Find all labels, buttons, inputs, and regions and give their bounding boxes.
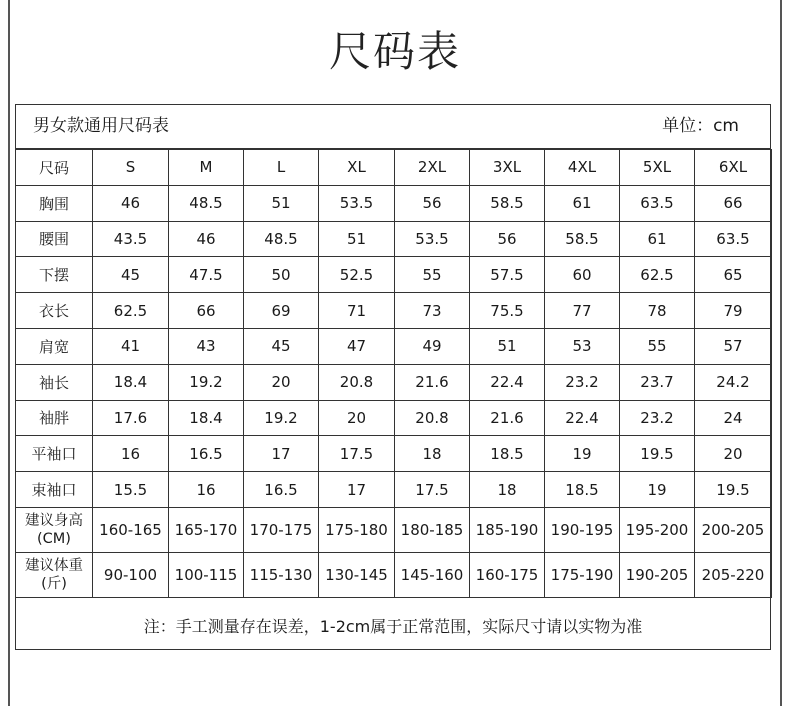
table-cell: 73 [395,293,470,329]
row-label: 肩宽 [16,328,93,364]
table-cell: 65 [695,257,772,293]
header-cell: 3XL [470,150,545,186]
header-cell: 4XL [545,150,620,186]
table-cell: 17.6 [93,400,169,436]
table-cell: 175-180 [319,507,395,552]
table-cell: 66 [695,185,772,221]
table-cell: 185-190 [470,507,545,552]
header-cell: M [169,150,244,186]
row-label-line: 建议体重 [25,557,83,574]
table-title: 男女款通用尺码表 [33,116,169,136]
table-row [16,472,772,508]
row-label: 胸围 [16,185,93,221]
table-cell: 18.4 [93,364,169,400]
header-cell: S [93,150,169,186]
table-cell: 16 [169,472,244,508]
table-cell: 60 [545,257,620,293]
table-cell: 19.2 [169,364,244,400]
table-cell: 190-205 [620,552,695,597]
table-cell: 62.5 [620,257,695,293]
table-cell: 46 [93,185,169,221]
table-cell: 22.4 [545,400,620,436]
table-cell: 90-100 [93,552,169,597]
table-cell: 165-170 [169,507,244,552]
table-cell: 41 [93,328,169,364]
table-cell: 48.5 [244,221,319,257]
table-cell: 16.5 [244,472,319,508]
table-row [16,400,772,436]
table-cell: 53.5 [319,185,395,221]
table-cell: 23.2 [545,364,620,400]
table-cell: 20 [244,364,319,400]
table-cell: 57 [695,328,772,364]
table-cell: 205-220 [695,552,772,597]
table-cell: 195-200 [620,507,695,552]
table-row [16,185,772,221]
table-cell: 62.5 [93,293,169,329]
row-label [16,507,93,552]
row-label-line: 建议身高 [25,512,83,529]
size-table [15,149,772,598]
page-title: 尺码表 [328,27,461,76]
table-cell: 17 [319,472,395,508]
table-cell: 190-195 [545,507,620,552]
frame-right-border [780,0,782,706]
table-cell: 18.5 [545,472,620,508]
table-cell: 145-160 [395,552,470,597]
table-cell: 21.6 [395,364,470,400]
table-cell: 19.5 [620,436,695,472]
table-cell: 20 [319,400,395,436]
table-cell: 50 [244,257,319,293]
row-label: 袖胖 [16,400,93,436]
table-cell: 61 [545,185,620,221]
table-cell: 61 [620,221,695,257]
row-label: 下摆 [16,257,93,293]
table-cell: 24 [695,400,772,436]
table-cell: 18.5 [470,436,545,472]
row-label: 束袖口 [16,472,93,508]
table-cell: 115-130 [244,552,319,597]
table-cell: 55 [620,328,695,364]
row-label: 衣长 [16,293,93,329]
table-cell: 53.5 [395,221,470,257]
header-cell: 尺码 [16,150,93,186]
table-cell: 17.5 [319,436,395,472]
suggested-height-row [16,507,772,552]
table-row [16,221,772,257]
header-cell: 5XL [620,150,695,186]
table-cell: 23.2 [620,400,695,436]
header-cell: L [244,150,319,186]
table-row [16,293,772,329]
table-cell: 47 [319,328,395,364]
header-cell: 2XL [395,150,470,186]
table-cell: 100-115 [169,552,244,597]
table-cell: 19 [620,472,695,508]
table-cell: 75.5 [470,293,545,329]
table-cell: 69 [244,293,319,329]
table-cell: 77 [545,293,620,329]
table-cell: 52.5 [319,257,395,293]
table-cell: 47.5 [169,257,244,293]
table-cell: 78 [620,293,695,329]
table-cell: 55 [395,257,470,293]
table-cell: 53 [545,328,620,364]
table-cell: 160-165 [93,507,169,552]
table-cell: 18.4 [169,400,244,436]
table-cell: 46 [169,221,244,257]
table-cell: 18 [470,472,545,508]
table-row [16,436,772,472]
table-cell: 20.8 [319,364,395,400]
table-cell: 51 [470,328,545,364]
table-cell: 19.5 [695,472,772,508]
table-cell: 56 [470,221,545,257]
table-heading-row [15,104,771,149]
size-header-row [16,150,772,186]
header-cell: 6XL [695,150,772,186]
row-label: 袖长 [16,364,93,400]
suggested-weight-row [16,552,772,597]
table-cell: 51 [319,221,395,257]
table-cell: 170-175 [244,507,319,552]
table-cell: 63.5 [620,185,695,221]
row-label-unit: (斤) [41,575,67,592]
table-cell: 79 [695,293,772,329]
table-cell: 58.5 [470,185,545,221]
table-cell: 20.8 [395,400,470,436]
table-cell: 56 [395,185,470,221]
table-cell: 16.5 [169,436,244,472]
table-cell: 17 [244,436,319,472]
table-row [16,364,772,400]
table-cell: 17.5 [395,472,470,508]
table-cell: 43.5 [93,221,169,257]
row-label: 平袖口 [16,436,93,472]
table-cell: 200-205 [695,507,772,552]
unit-label: 单位：cm [662,116,739,136]
table-cell: 45 [93,257,169,293]
table-cell: 24.2 [695,364,772,400]
table-cell: 175-190 [545,552,620,597]
table-cell: 19.2 [244,400,319,436]
table-cell: 22.4 [470,364,545,400]
row-label [16,552,93,597]
table-cell: 43 [169,328,244,364]
table-cell: 45 [244,328,319,364]
table-row [16,328,772,364]
table-cell: 180-185 [395,507,470,552]
table-cell: 58.5 [545,221,620,257]
header-cell: XL [319,150,395,186]
table-cell: 21.6 [470,400,545,436]
table-cell: 23.7 [620,364,695,400]
table-cell: 48.5 [169,185,244,221]
table-cell: 16 [93,436,169,472]
table-row [16,257,772,293]
table-cell: 63.5 [695,221,772,257]
table-cell: 49 [395,328,470,364]
table-cell: 15.5 [93,472,169,508]
row-label-unit: (CM) [37,530,71,547]
table-cell: 160-175 [470,552,545,597]
table-cell: 71 [319,293,395,329]
table-cell: 51 [244,185,319,221]
table-cell: 20 [695,436,772,472]
table-cell: 19 [545,436,620,472]
table-cell: 130-145 [319,552,395,597]
table-cell: 66 [169,293,244,329]
frame-left-border [8,0,10,706]
row-label: 腰围 [16,221,93,257]
measurement-note: 注：手工测量存在误差，1-2cm属于正常范围，实际尺寸请以实物为准 [143,617,643,636]
table-cell: 18 [395,436,470,472]
table-cell: 57.5 [470,257,545,293]
